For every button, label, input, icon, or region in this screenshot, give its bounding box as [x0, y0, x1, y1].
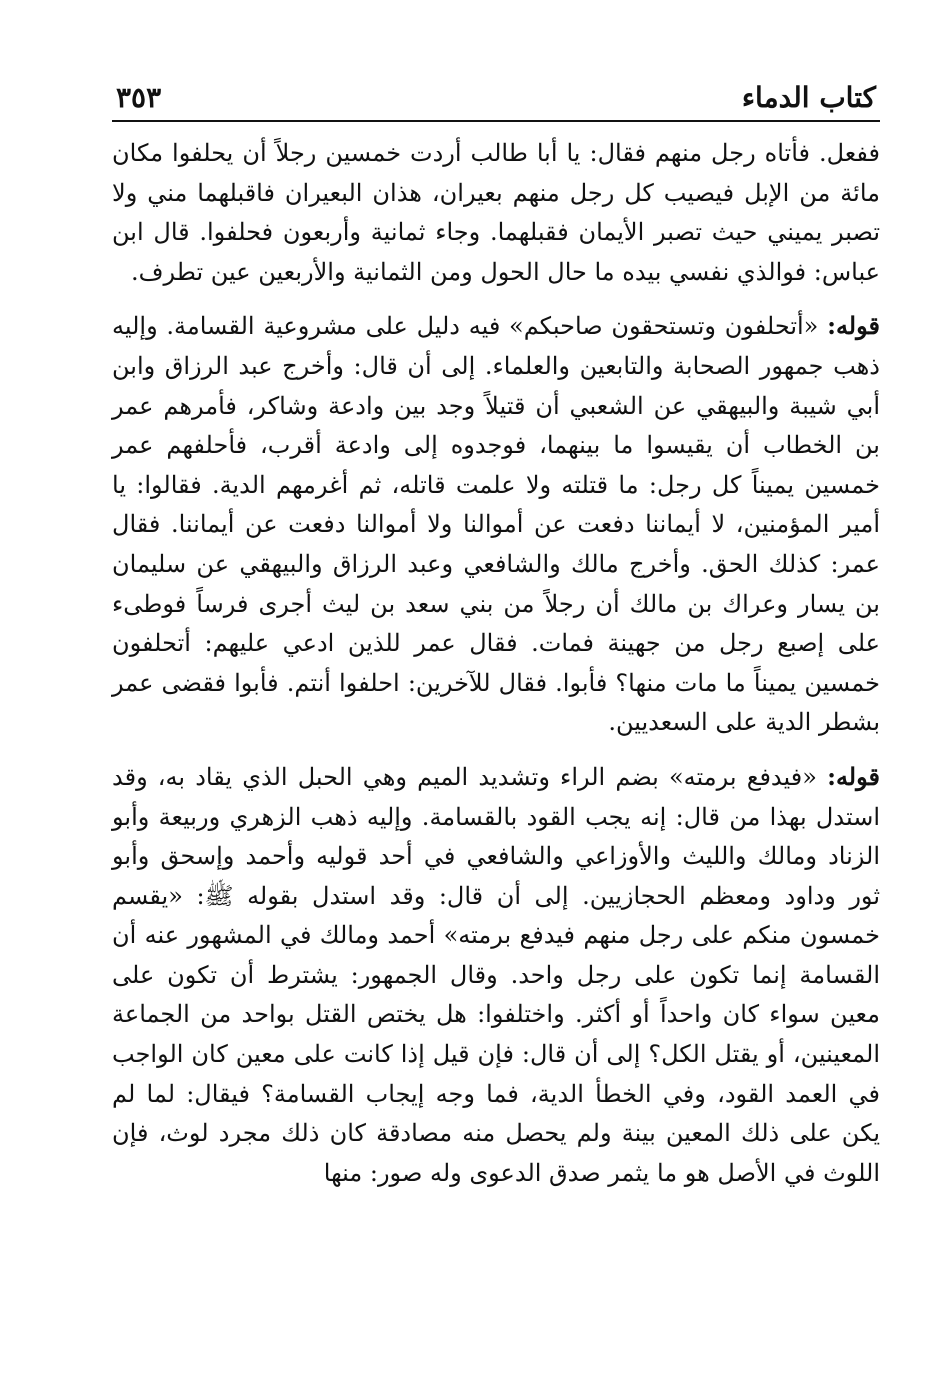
book-page: [112, 78, 880, 1207]
paragraph-3-lead: قوله:: [827, 761, 880, 791]
paragraph-1: [112, 134, 880, 292]
paragraph-1-text: ففعل. فأتاه رجل منهم فقال: يا أبا طالب أردت خمسين رجلاً أن يحلفوا مكان مائة من الإبل فيصيب كل رجل منهم بعيران، هذان البعيران فاقبلهما مني ولا تصبر يميني حيث تصبر الأيمان فقبلهما. وجاء ثمانية وأربعون فحلفوا. قال ابن عباس: فوالذي نفسي بيده ما حال الحول ومن الثمانية والأربعين عين تطرف.: [112, 139, 880, 286]
page-body: [112, 134, 880, 1193]
paragraph-2-text: «أتحلفون وتستحقون صاحبكم» فيه دليل على مشروعية القسامة. وإليه ذهب جمهور الصحابة والتابعين والعلماء. إلى أن قال: وأخرج عبد الرزاق وابن أبي شيبة والبيهقي عن الشعبي أن قتيلاً وجد بين وادعة وشاكر، فأمرهم عمر بن الخطاب أن يقيسوا ما بينهما، فوجدوه إلى وادعة أقرب، فأحلفهم عمر خمسين يميناً كل رجل: ما قتلته ولا علمت قاتله، ثم أغرمهم الدية. فقالوا: يا أمير المؤمنين، لا أيماننا دفعت عن أموالنا ولا أموالنا دفعت عن أيماننا. فقال عمر: كذلك الحق. وأخرج مالك والشافعي وعبد الرزاق والبيهقي عن سليمان بن يسار وعراك بن مالك أن رجلاً من بني سعد بن ليث أجرى فرساً فوطىء على إصبع رجل من جهينة فمات. فقال عمر للذين ادعي عليهم: أتحلفون خمسين يميناً ما مات منها؟ فأبوا. فقال للآخرين: احلفوا أنتم. فأبوا فقضى عمر بشطر الدية على السعديين.: [112, 312, 880, 737]
paragraph-2: [112, 306, 880, 743]
page-number: ٣٥٣: [116, 81, 162, 114]
paragraph-3-text: «فيدفع برمته» بضم الراء وتشديد الميم وهي الحبل الذي يقاد به، وقد استدل بهذا من قال: إنه يجب القود بالقسامة. وإليه ذهب الزهري وربيعة وأبو الزناد ومالك والليث والأوزاعي والشافعي في أحد قوليه وأحمد وإسحق وأبو ثور وداود ومعظم الحجازيين. إلى أن قال: وقد استدل بقوله ﷺ: «يقسم خمسون منكم على رجل منهم فيدفع برمته» أحمد ومالك في المشهور عنه أن القسامة إنما تكون على رجل واحد. وقال الجمهور: يشترط أن تكون على معين سواء كان واحداً أو أكثر. واختلفوا: هل يختص القتل بواحد من الجماعة المعينين، أو يقتل الكل؟ إلى أن قال: فإن قيل إذا كانت على معين كان الواجب في العمد القود، وفي الخطأ الدية، فما وجه إيجاب القسامة؟ فيقال: لما لم يكن على ذلك المعين بينة ولم يحصل منه مصادقة كان ذلك مجرد لوث، فإن اللوث في الأصل هو ما يثمر صدق الدعوى وله صور: منها: [112, 762, 881, 1187]
paragraph-2-lead: قوله:: [827, 311, 880, 341]
chapter-title: كتاب الدماء: [741, 81, 876, 114]
paragraph-3: [112, 757, 880, 1194]
running-header: [112, 78, 880, 122]
